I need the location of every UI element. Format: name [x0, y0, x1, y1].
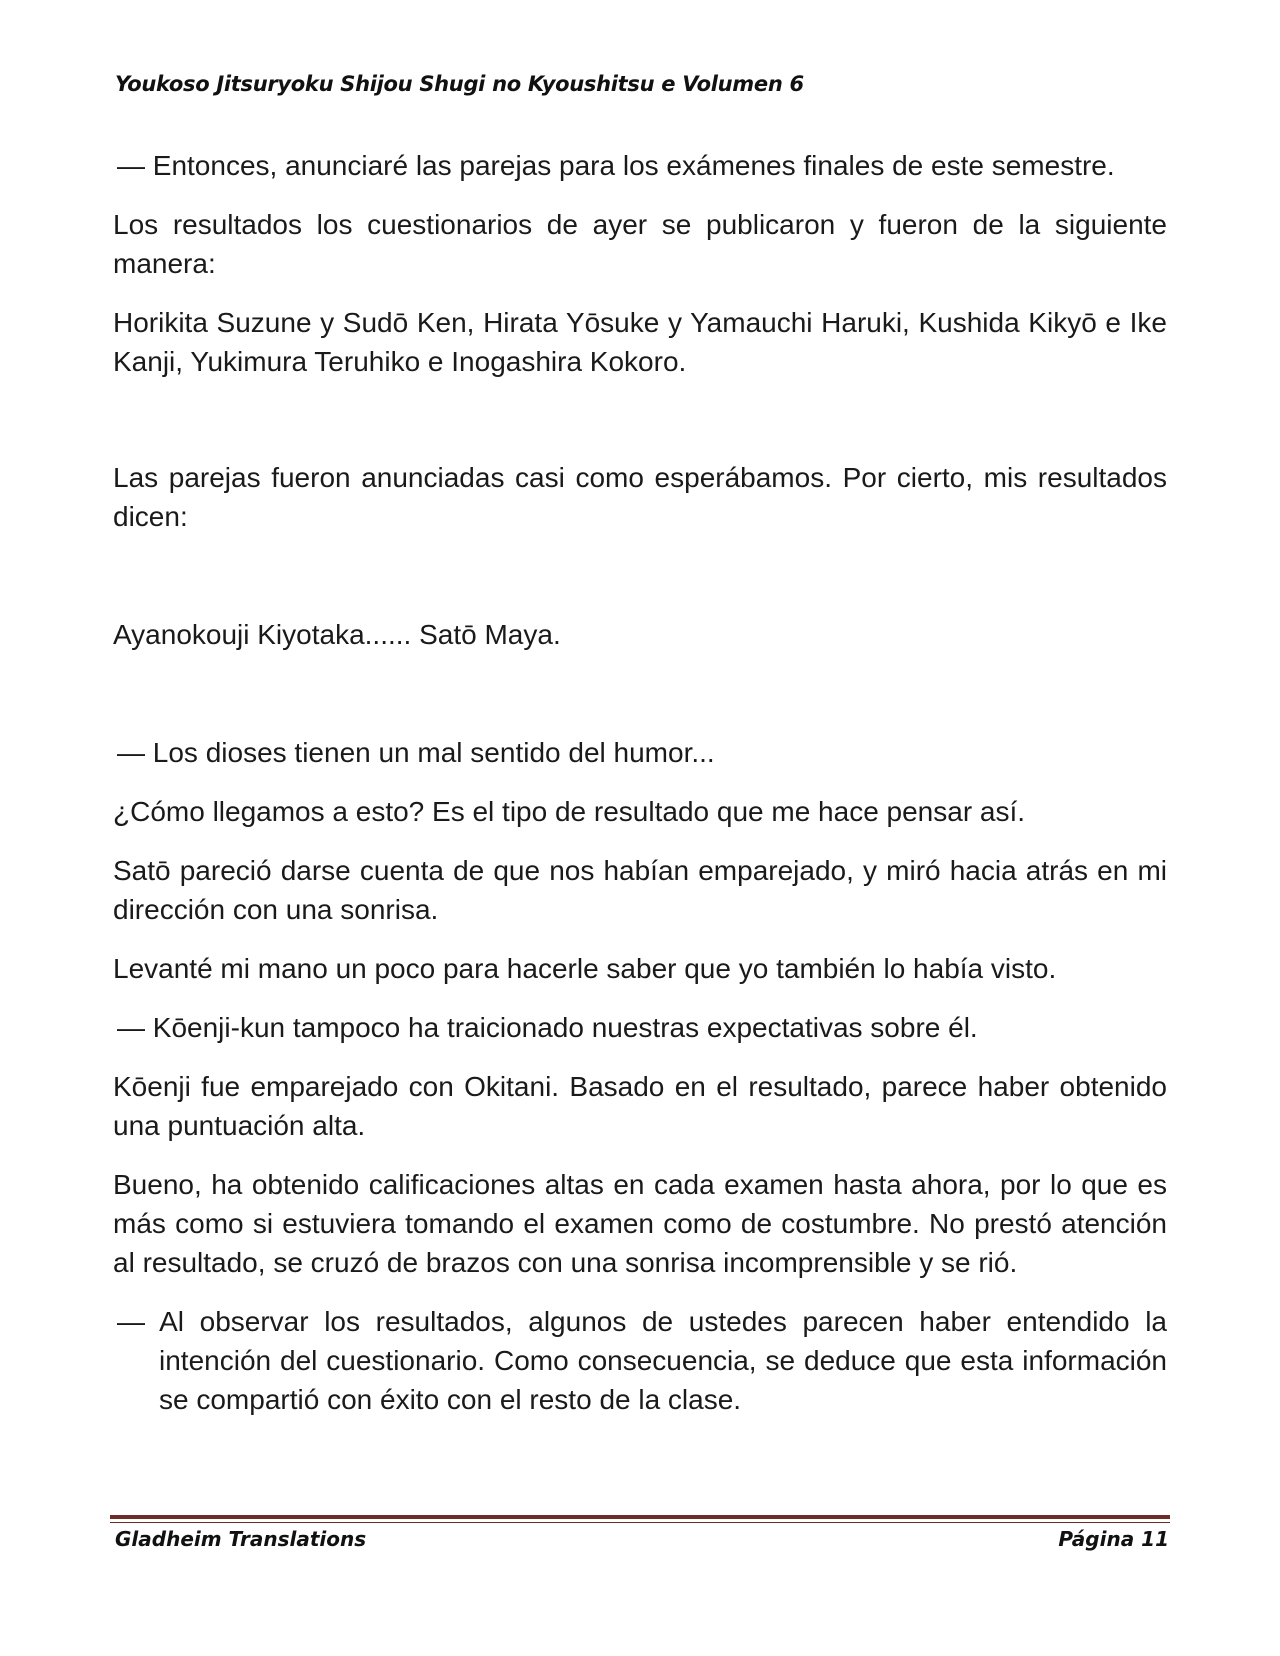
paragraph: Los resultados los cuestionarios de ayer se publicaron y fueron de la siguiente manera:: [113, 209, 1167, 279]
dialogue-line: — Entonces, anunciaré las parejas para los exámenes finales de este semestre.: [117, 150, 1115, 181]
footer-divider-thin: [110, 1522, 1170, 1523]
paragraph: ¿Cómo llegamos a esto? Es el tipo de resultado que me hace pensar así.: [113, 796, 1026, 827]
paragraph: Kōenji fue emparejado con Okitani. Basado en el resultado, parece haber obtenido una puntuación alta.: [113, 1071, 1167, 1141]
paragraph: Ayanokouji Kiyotaka...... Satō Maya.: [113, 619, 561, 650]
page-body: [113, 146, 1167, 1439]
footer-divider: [110, 1515, 1170, 1519]
paragraph: Bueno, ha obtenido calificaciones altas en cada examen hasta ahora, por lo que es más como si estuviera tomando el examen como de costumbre. No prestó atención al resultado, se cruzó de brazos con una sonrisa incomprensible y se rió.: [113, 1169, 1167, 1278]
paragraph: Horikita Suzune y Sudō Ken, Hirata Yōsuke y Yamauchi Haruki, Kushida Kikyō e Ike Kanji, Yukimura Teruhiko e Inogashira Kokoro.: [113, 307, 1167, 377]
footer-credit: Gladheim Translations: [115, 1527, 367, 1551]
running-header: Youkoso Jitsuryoku Shijou Shugi no Kyoushitsu e Volumen 6: [115, 72, 804, 96]
paragraph: Levanté mi mano un poco para hacerle saber que yo también lo había visto.: [113, 953, 1057, 984]
dialogue-line: — Al observar los resultados, algunos de ustedes parecen haber entendido la intención del cuestionario. Como consecuencia, se deduce que esta información se compartió con éxito con el resto de la clase.: [117, 1306, 1167, 1415]
dialogue-line: — Kōenji-kun tampoco ha traicionado nuestras expectativas sobre él.: [117, 1012, 978, 1043]
page-number: Página 11: [1058, 1527, 1169, 1551]
paragraph: Satō pareció darse cuenta de que nos habían emparejado, y miró hacia atrás en mi dirección con una sonrisa.: [113, 855, 1167, 925]
dialogue-line: — Los dioses tienen un mal sentido del humor...: [117, 737, 715, 768]
paragraph: Las parejas fueron anunciadas casi como esperábamos. Por cierto, mis resultados dicen:: [113, 462, 1167, 532]
